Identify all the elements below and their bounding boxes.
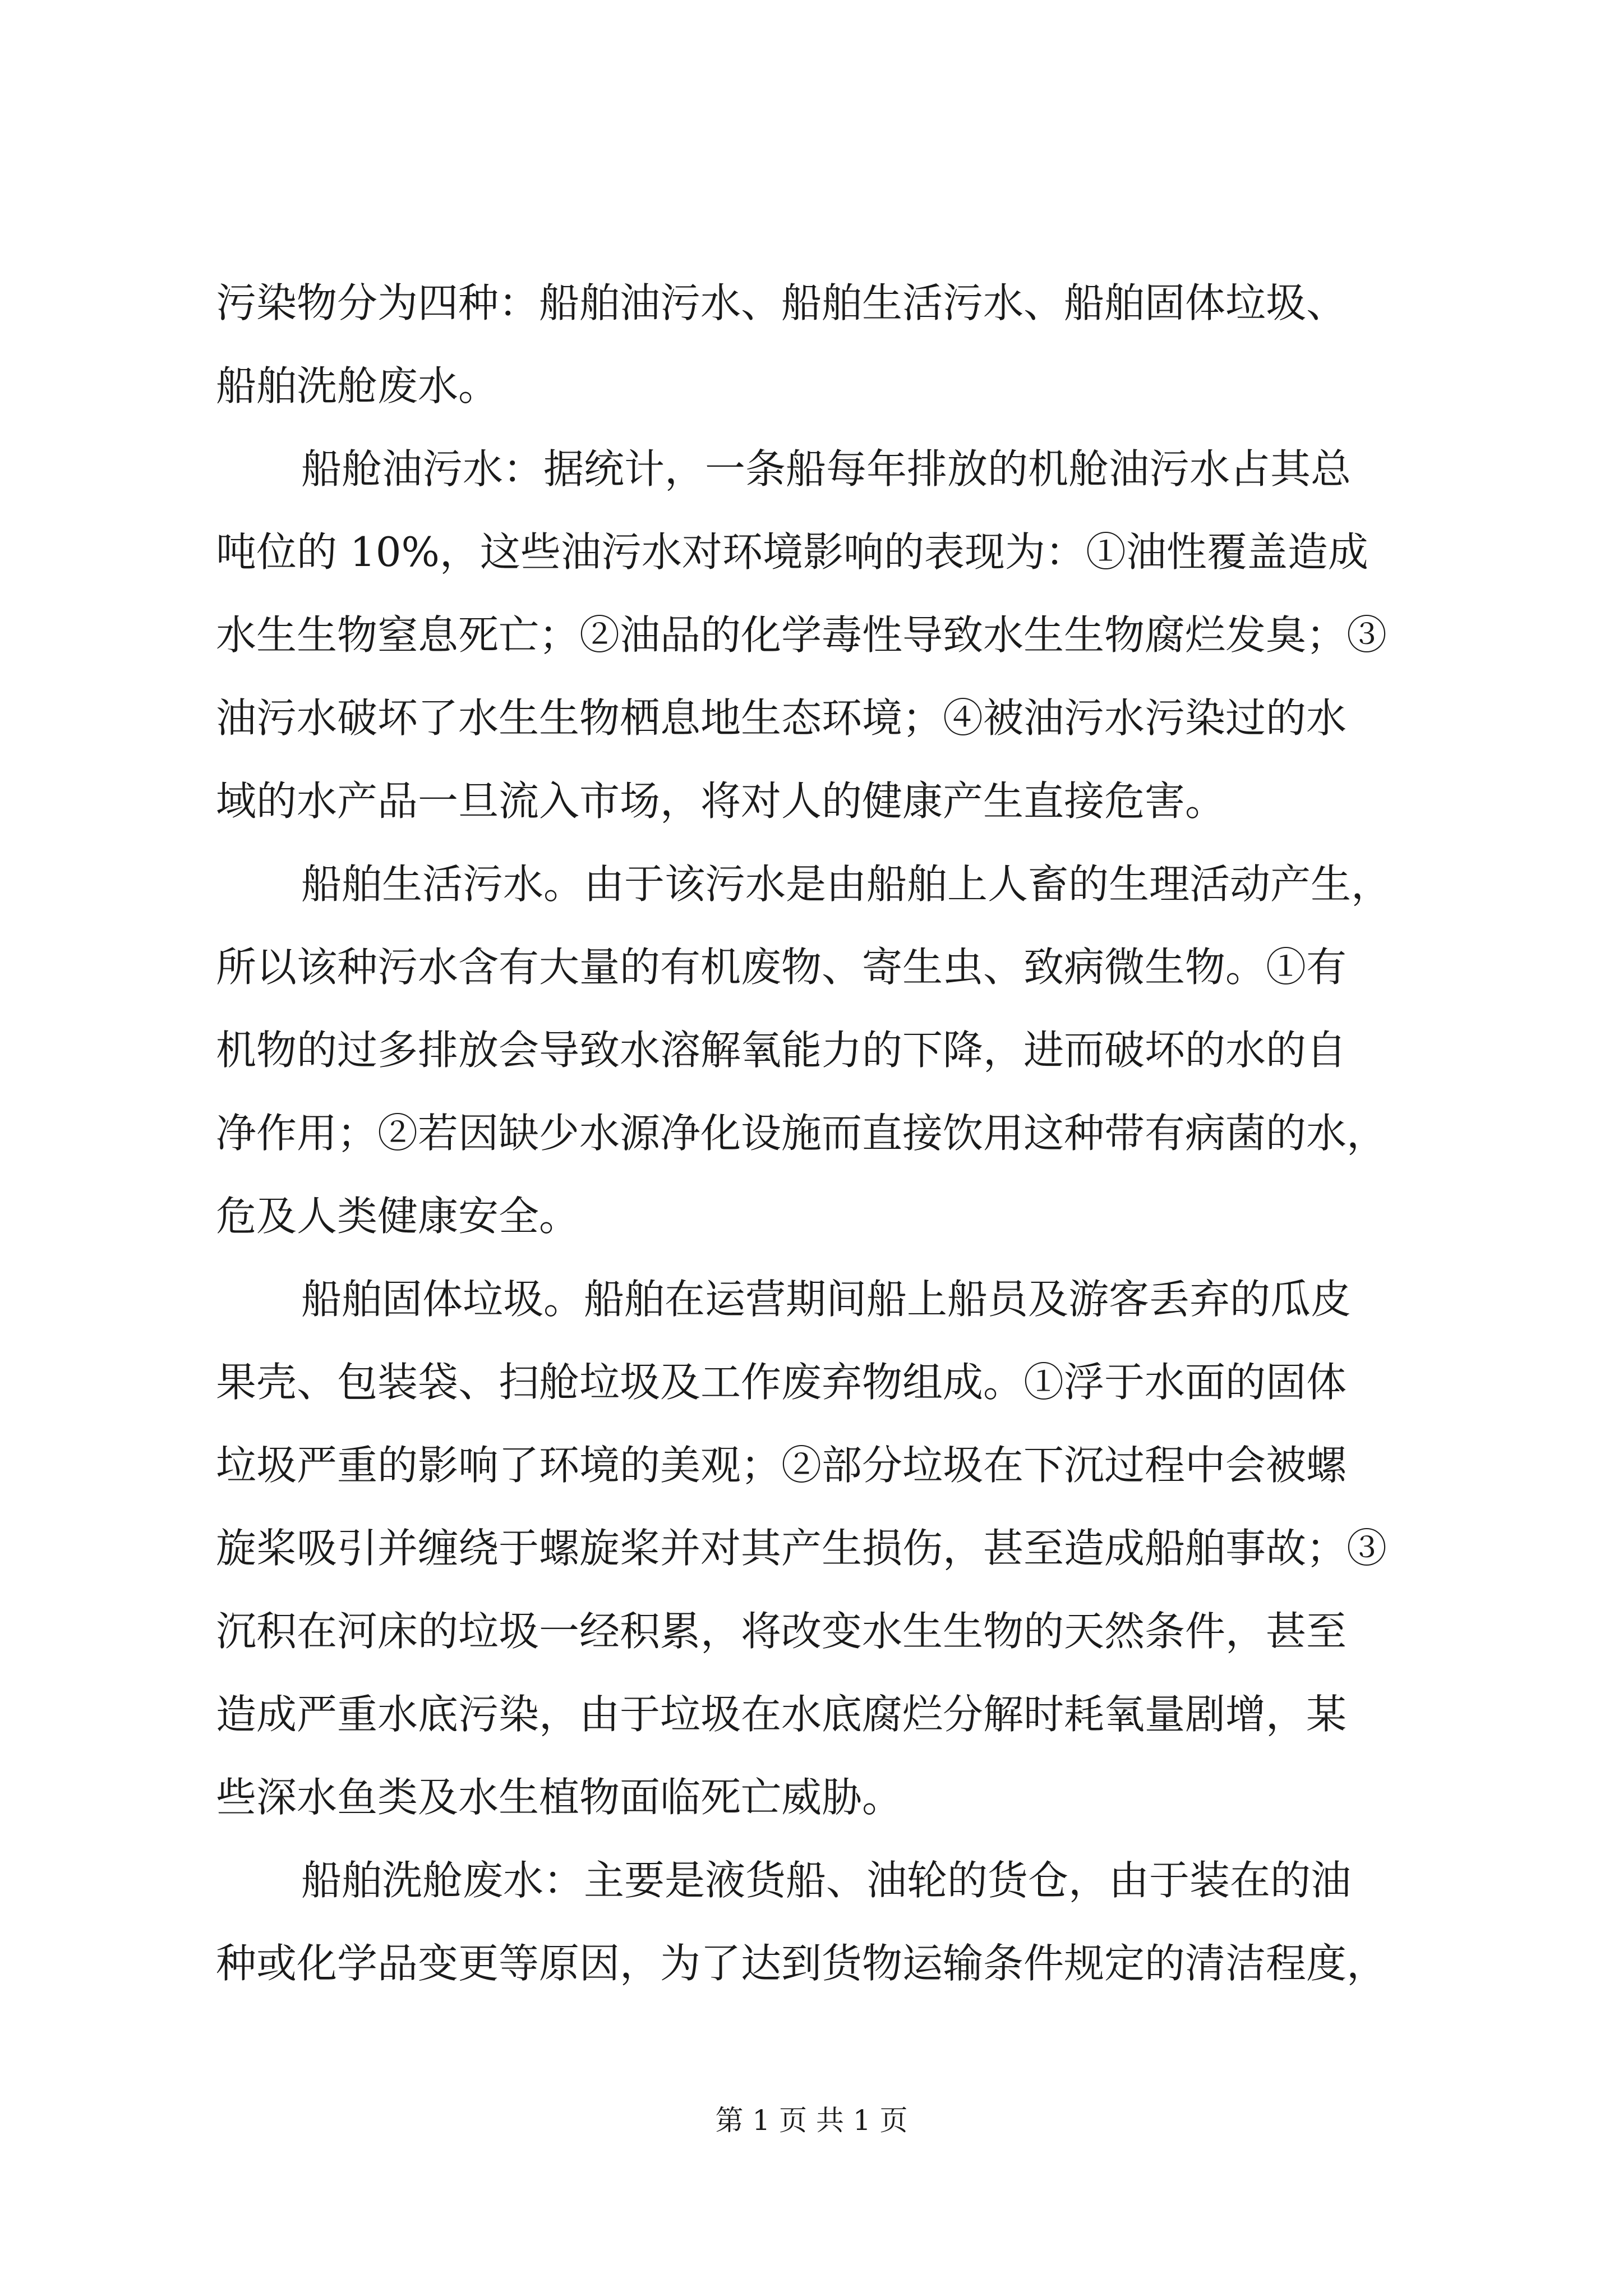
page-number-footer: 第 1 页 共 1 页	[715, 2104, 908, 2137]
text-line: 净作用；②若因缺少水源净化设施而直接饮用这种带有病菌的水，	[216, 1110, 1387, 1157]
text-line: 沉积在河床的垃圾一经积累，将改变水生生物的天然条件，甚至	[216, 1608, 1347, 1655]
text-line: 种或化学品变更等原因，为了达到货物运输条件规定的清洁程度，	[216, 1940, 1387, 1987]
text-line: 污染物分为四种：船舶油污水、船舶生活污水、船舶固体垃圾、	[216, 279, 1347, 326]
text-line: 些深水鱼类及水生植物面临死亡威胁。	[216, 1774, 903, 1821]
text-line: 吨位的 10%，这些油污水对环境影响的表现为：①油性覆盖造成	[216, 528, 1368, 576]
text-line: 旋桨吸引并缠绕于螺旋桨并对其产生损伤，甚至造成船舶事故；③	[216, 1525, 1387, 1572]
document-body	[216, 261, 1489, 2005]
text-line: 水生生物窒息死亡；②油品的化学毒性导致水生生物腐烂发臭；③	[216, 611, 1387, 659]
text-line: 所以该种污水含有大量的有机废物、寄生虫、致病微生物。①有	[216, 944, 1347, 991]
text-line: 危及人类健康安全。	[216, 1193, 580, 1240]
paragraph-start-line: 船舶固体垃圾。船舶在运营期间船上船员及游客丢弃的瓜皮	[301, 1276, 1352, 1323]
paragraph-start-line: 船舶洗舱废水：主要是液货船、油轮的货仓，由于装在的油	[301, 1857, 1352, 1904]
paragraph-start-line: 船舱油污水：据统计，一条船每年排放的机舱油污水占其总	[301, 445, 1352, 493]
text-line: 垃圾严重的影响了环境的美观；②部分垃圾在下沉过程中会被螺	[216, 1442, 1347, 1489]
text-line: 域的水产品一旦流入市场，将对人的健康产生直接危害。	[216, 777, 1226, 825]
text-line: 机物的过多排放会导致水溶解氧能力的下降，进而破坏的水的自	[216, 1027, 1347, 1074]
text-line: 造成严重水底污染，由于垃圾在水底腐烂分解时耗氧量剧增，某	[216, 1691, 1347, 1738]
text-line: 果壳、包装袋、扫舱垃圾及工作废弃物组成。①浮于水面的固体	[216, 1359, 1347, 1406]
text-line: 船舶洗舱废水。	[216, 362, 499, 409]
text-line: 油污水破坏了水生生物栖息地生态环境；④被油污水污染过的水	[216, 694, 1347, 742]
paragraph-start-line: 船舶生活污水。由于该污水是由船舶上人畜的生理活动产生，	[301, 861, 1392, 908]
